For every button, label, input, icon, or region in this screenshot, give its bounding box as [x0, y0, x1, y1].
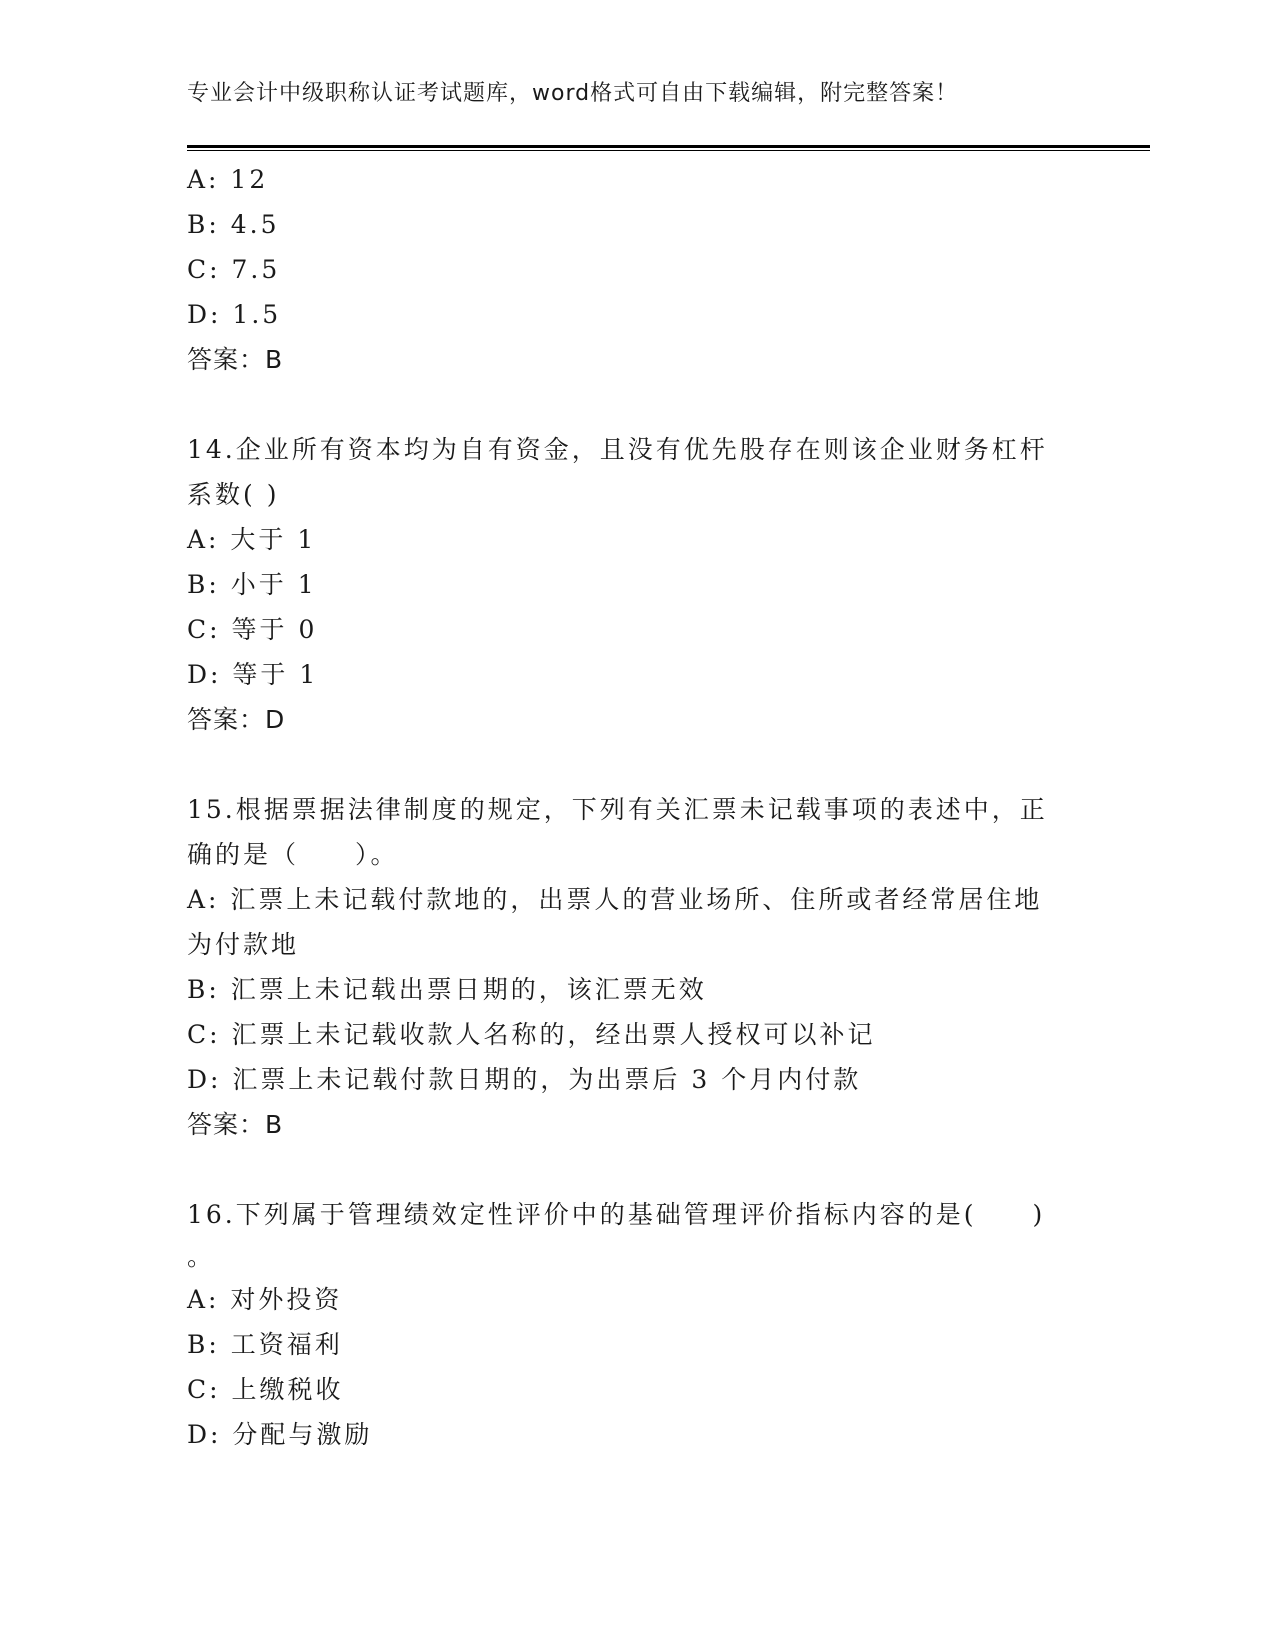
- option-c: C: 等于 0: [187, 615, 318, 644]
- option-a-line2: 为付款地: [187, 930, 300, 959]
- answer: 答案：B: [187, 345, 284, 374]
- page-header: 专业会计中级职称认证考试题库，word格式可自由下载编辑，附完整答案！: [187, 81, 959, 106]
- spacer: [187, 742, 1087, 787]
- option-d: D: 等于 1: [187, 660, 319, 689]
- option-b: B: 汇票上未记载出票日期的，该汇票无效: [187, 975, 707, 1004]
- header-rule-thin: [187, 150, 1150, 151]
- question-16: [187, 1192, 1087, 1457]
- question-content: [187, 157, 1087, 1457]
- question-text-line1: 15.根据票据法律制度的规定，下列有关汇票未记载事项的表述中，正: [187, 795, 1048, 824]
- spacer: [187, 382, 1087, 427]
- question-text-line1: 14.企业所有资本均为自有资金，且没有优先股存在则该企业财务杠杆: [187, 435, 1048, 464]
- question-13: [187, 157, 1087, 382]
- header-rule-thick: [187, 145, 1150, 148]
- question-14: [187, 427, 1087, 742]
- answer: 答案：D: [187, 705, 286, 734]
- option-d: D: 汇票上未记载付款日期的，为出票后 3 个月内付款: [187, 1065, 862, 1094]
- option-a-line1: A: 汇票上未记载付款地的，出票人的营业场所、住所或者经常居住地: [187, 885, 1043, 914]
- spacer: [187, 1147, 1087, 1192]
- option-b: B: 4.5: [187, 210, 280, 239]
- option-b: B: 小于 1: [187, 570, 317, 599]
- option-d: D: 1.5: [187, 300, 282, 329]
- question-text-line1: 16.下列属于管理绩效定性评价中的基础管理评价指标内容的是( ): [187, 1200, 1046, 1229]
- option-a: A: 12: [187, 165, 269, 194]
- option-a: A: 大于 1: [187, 525, 317, 554]
- answer: 答案：B: [187, 1110, 284, 1139]
- question-15: [187, 787, 1087, 1147]
- option-a: A: 对外投资: [187, 1285, 343, 1314]
- option-c: C: 汇票上未记载收款人名称的，经出票人授权可以补记: [187, 1020, 876, 1049]
- option-d: D: 分配与激励: [187, 1420, 373, 1449]
- option-b: B: 工资福利: [187, 1330, 343, 1359]
- option-c: C: 7.5: [187, 255, 281, 284]
- question-text-line2: 确的是（ ）。: [187, 840, 399, 869]
- question-text-line2: 。: [187, 1242, 216, 1271]
- question-text-line2: 系数( ): [187, 480, 280, 509]
- option-c: C: 上缴税收: [187, 1375, 344, 1404]
